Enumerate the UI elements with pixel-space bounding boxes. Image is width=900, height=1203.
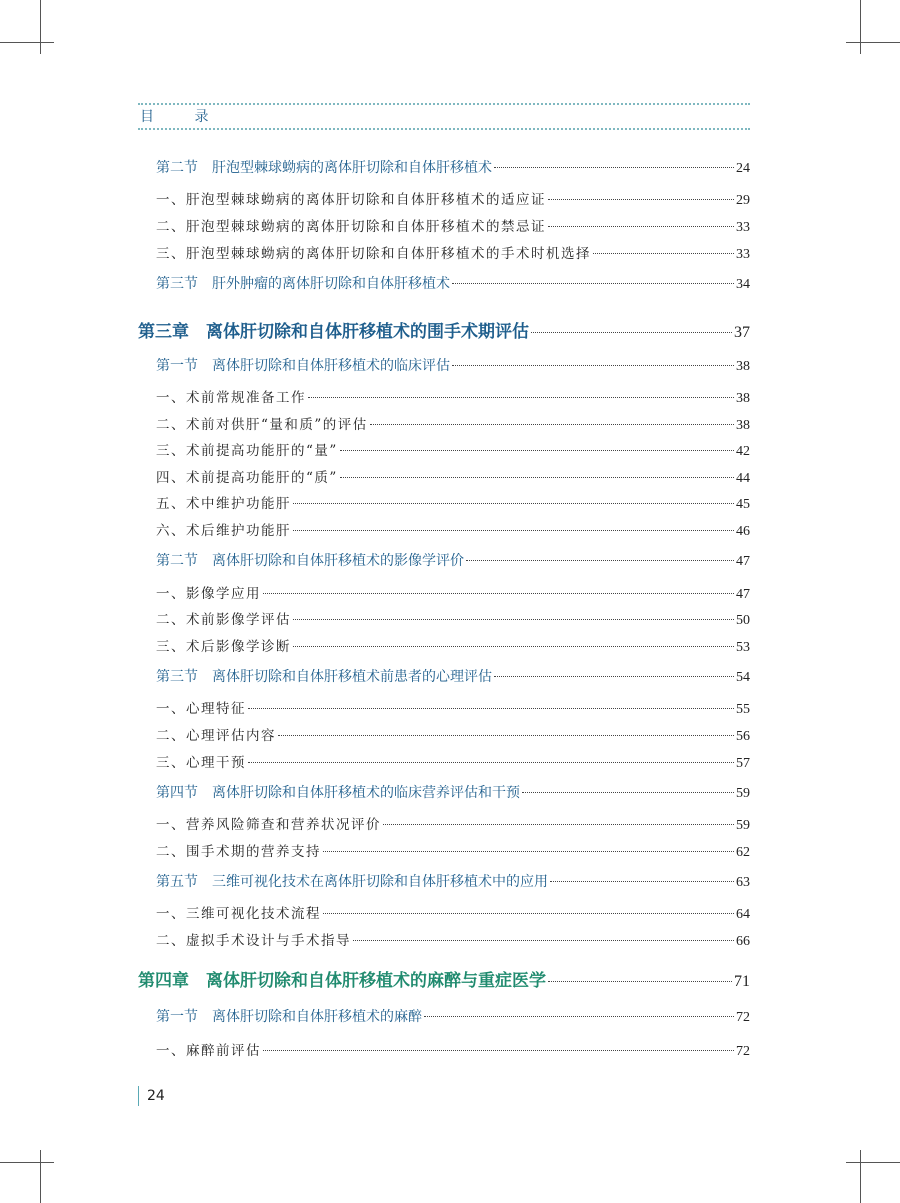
toc-item <box>156 242 750 263</box>
toc-page-number: 33 <box>736 247 750 262</box>
dot-leader <box>424 1016 734 1017</box>
toc-item <box>156 492 750 513</box>
toc-page-number: 59 <box>736 818 750 833</box>
toc-section <box>156 355 750 375</box>
toc-section <box>156 782 750 802</box>
header-rule-bottom <box>138 128 750 130</box>
toc-item <box>156 466 750 487</box>
dot-leader <box>308 397 734 398</box>
dot-leader <box>452 365 734 366</box>
toc-page-number: 71 <box>734 973 750 990</box>
toc-title: 第四节 离体肝切除和自体肝移植术的临床营养评估和干预 <box>156 785 520 801</box>
toc-section <box>156 666 750 686</box>
crop-mark <box>860 0 861 54</box>
toc-section <box>156 157 750 177</box>
toc-page-number: 59 <box>736 786 750 801</box>
toc-title: 三、心理干预 <box>156 755 246 771</box>
toc-item <box>156 840 750 861</box>
dot-leader <box>293 530 734 531</box>
toc-title: 五、术中维护功能肝 <box>156 496 291 512</box>
toc-page-number: 38 <box>736 391 750 406</box>
toc-section <box>156 871 750 891</box>
dot-leader <box>522 792 734 793</box>
dot-leader <box>278 735 734 736</box>
dot-leader <box>370 424 734 425</box>
toc-title: 四、术前提高功能肝的“质” <box>156 470 338 486</box>
toc-page-number: 64 <box>736 907 750 922</box>
footer-page-number: 24 <box>147 1088 165 1104</box>
toc-page-number: 63 <box>736 875 750 890</box>
toc-item <box>156 929 750 950</box>
toc-page-number: 66 <box>736 934 750 949</box>
dot-leader <box>248 762 734 763</box>
toc-title: 第四章 离体肝切除和自体肝移植术的麻醉与重症医学 <box>138 971 546 991</box>
toc-title: 第三章 离体肝切除和自体肝移植术的围手术期评估 <box>138 322 529 342</box>
toc-page-number: 34 <box>736 277 750 292</box>
dot-leader <box>323 913 734 914</box>
dot-leader <box>466 560 734 561</box>
toc-page-number: 45 <box>736 497 750 512</box>
dot-leader <box>248 708 734 709</box>
toc-item <box>156 902 750 923</box>
toc-page-number: 24 <box>736 161 750 176</box>
toc-title: 二、围手术期的营养支持 <box>156 844 321 860</box>
toc-page-number: 53 <box>736 640 750 655</box>
toc-item <box>156 697 750 718</box>
toc-page-number: 72 <box>736 1044 750 1059</box>
dot-leader <box>323 851 734 852</box>
toc-section <box>156 550 750 570</box>
toc-page-number: 38 <box>736 418 750 433</box>
dot-leader <box>494 167 734 168</box>
toc-title: 第二节 离体肝切除和自体肝移植术的影像学评价 <box>156 553 464 569</box>
dot-leader <box>293 619 734 620</box>
crop-mark <box>0 1162 54 1163</box>
toc-title: 第一节 离体肝切除和自体肝移植术的临床评估 <box>156 358 450 374</box>
dot-leader <box>340 477 734 478</box>
dot-leader <box>340 450 734 451</box>
toc-title: 一、影像学应用 <box>156 586 261 602</box>
toc-page-number: 56 <box>736 729 750 744</box>
toc-title: 一、营养风险筛查和营养状况评价 <box>156 817 381 833</box>
toc-page-number: 72 <box>736 1010 750 1025</box>
toc-title: 一、心理特征 <box>156 701 246 717</box>
toc-page-number: 50 <box>736 613 750 628</box>
toc-item <box>156 724 750 745</box>
toc-page-number: 29 <box>736 193 750 208</box>
toc-item <box>156 608 750 629</box>
dot-leader <box>293 646 734 647</box>
header-label: 目 录 <box>140 109 227 125</box>
toc-item <box>156 519 750 540</box>
crop-mark <box>40 1150 41 1203</box>
toc-page-number: 33 <box>736 220 750 235</box>
toc-title: 第三节 肝外肿瘤的离体肝切除和自体肝移植术 <box>156 276 450 292</box>
toc-page-number: 55 <box>736 702 750 717</box>
toc-page-number: 47 <box>736 587 750 602</box>
toc-section <box>156 273 750 293</box>
toc-page-number: 57 <box>736 756 750 771</box>
crop-mark <box>40 0 41 54</box>
toc-title: 第二节 肝泡型棘球蚴病的离体肝切除和自体肝移植术 <box>156 160 492 176</box>
toc-title: 第一节 离体肝切除和自体肝移植术的麻醉 <box>156 1009 422 1025</box>
toc-page-number: 37 <box>734 324 750 341</box>
dot-leader <box>548 981 732 982</box>
footer-bar <box>138 1086 139 1106</box>
toc-chapter <box>138 317 750 342</box>
toc-section <box>156 1006 750 1026</box>
toc-item <box>156 439 750 460</box>
toc-page-number: 46 <box>736 524 750 539</box>
toc-item <box>156 386 750 407</box>
toc-page-number: 38 <box>736 359 750 374</box>
toc-title: 三、术前提高功能肝的“量” <box>156 443 338 459</box>
toc-item <box>156 413 750 434</box>
toc-item <box>156 635 750 656</box>
dot-leader <box>531 332 732 333</box>
toc-title: 一、肝泡型棘球蚴病的离体肝切除和自体肝移植术的适应证 <box>156 192 546 208</box>
toc-item <box>156 215 750 236</box>
header-rule-top <box>138 103 750 105</box>
toc-title: 第五节 三维可视化技术在离体肝切除和自体肝移植术中的应用 <box>156 874 548 890</box>
dot-leader <box>263 1050 734 1051</box>
toc-item <box>156 188 750 209</box>
crop-mark <box>860 1150 861 1203</box>
toc-item <box>156 1039 750 1060</box>
toc-title: 一、三维可视化技术流程 <box>156 906 321 922</box>
crop-mark <box>846 1162 900 1163</box>
toc-item <box>156 751 750 772</box>
dot-leader <box>494 676 734 677</box>
toc-page-number: 44 <box>736 471 750 486</box>
dot-leader <box>452 283 734 284</box>
dot-leader <box>548 199 734 200</box>
toc-title: 第三节 离体肝切除和自体肝移植术前患者的心理评估 <box>156 669 492 685</box>
dot-leader <box>353 940 734 941</box>
toc-item <box>156 813 750 834</box>
dot-leader <box>383 824 734 825</box>
toc-page-number: 54 <box>736 670 750 685</box>
toc-title: 二、虚拟手术设计与手术指导 <box>156 933 351 949</box>
dot-leader <box>593 253 734 254</box>
toc-title: 一、麻醉前评估 <box>156 1043 261 1059</box>
toc-title: 二、术前影像学评估 <box>156 612 291 628</box>
dot-leader <box>550 881 734 882</box>
toc-page-number: 42 <box>736 444 750 459</box>
toc-page-number: 47 <box>736 554 750 569</box>
toc-title: 二、心理评估内容 <box>156 728 276 744</box>
toc-title: 三、术后影像学诊断 <box>156 639 291 655</box>
toc-chapter <box>138 966 750 991</box>
toc-title: 二、肝泡型棘球蚴病的离体肝切除和自体肝移植术的禁忌证 <box>156 219 546 235</box>
dot-leader <box>293 503 734 504</box>
dot-leader <box>548 226 734 227</box>
toc-title: 六、术后维护功能肝 <box>156 523 291 539</box>
toc-page-number: 62 <box>736 845 750 860</box>
dot-leader <box>263 593 734 594</box>
toc-title: 三、肝泡型棘球蚴病的离体肝切除和自体肝移植术的手术时机选择 <box>156 246 591 262</box>
crop-mark <box>0 42 54 43</box>
toc-title: 一、术前常规准备工作 <box>156 390 306 406</box>
toc-item <box>156 582 750 603</box>
toc-title: 二、术前对供肝“量和质”的评估 <box>156 417 368 433</box>
crop-mark <box>846 42 900 43</box>
